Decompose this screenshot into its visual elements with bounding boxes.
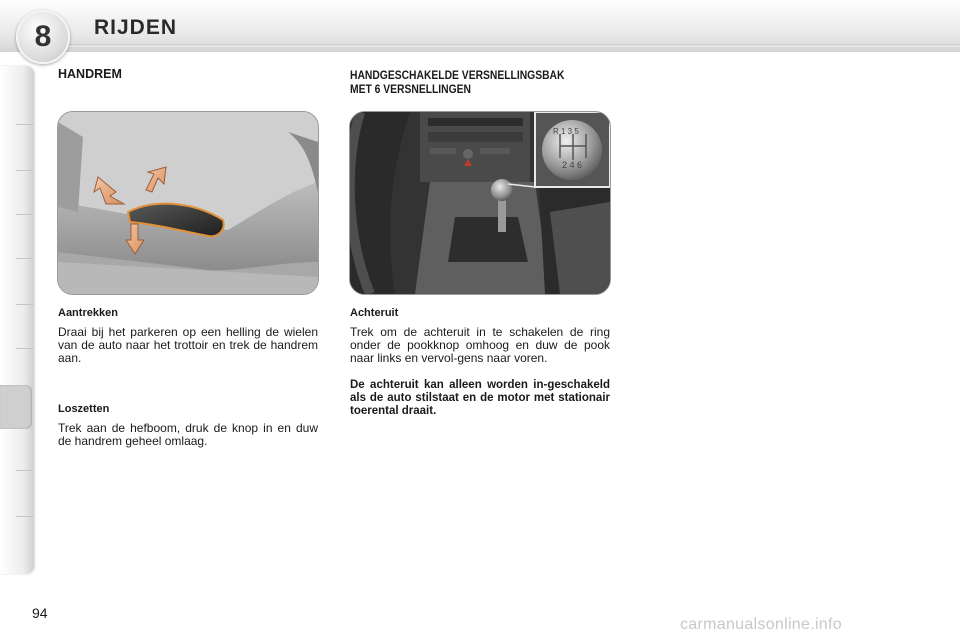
reverse-text: Trek om de achteruit in te schakelen de ring onder de pookknop omhoog en duw de pook naar links en vervol-gens naar voren. (350, 325, 610, 365)
tab-divider (16, 348, 34, 349)
tab-divider (16, 124, 34, 125)
tab-divider (16, 170, 34, 171)
shift-pattern-top: R 1 3 5 (553, 127, 579, 136)
gearbox-heading (350, 68, 564, 96)
apply-text: Draai bij het parkeren op een helling de wielen van de auto naar het trottoir en trek de handrem aan. (58, 325, 318, 365)
release-subheading: Loszetten (58, 403, 110, 415)
page-number: 94 (32, 605, 48, 621)
gearbox-photo (349, 111, 611, 295)
handbrake-illustration (57, 111, 319, 295)
chapter-title: RIJDEN (94, 16, 178, 39)
tab-divider (16, 470, 34, 471)
gearbox-heading-line1: HANDGESCHAKELDE VERSNELLINGSBAK (350, 68, 565, 82)
chapter-tab-strip (0, 66, 34, 574)
reverse-warning: De achteruit kan alleen worden in-geschakeld als de auto stilstaat en de motor met stationair toerental draait. (350, 379, 610, 417)
release-text: Trek aan de hefboom, druk de knop in en duw de handrem geheel omlaag. (58, 421, 318, 448)
watermark: carmanualsonline.info (680, 616, 842, 633)
handbrake-drawing (58, 112, 318, 294)
gearbox-heading-line2: MET 6 VERSNELLINGEN (350, 82, 471, 96)
tab-divider (16, 516, 34, 517)
apply-subheading: Aantrekken (58, 307, 118, 319)
chapter-tab-active (0, 385, 32, 429)
gearbox-drawing (350, 112, 610, 294)
header-rule (40, 44, 960, 47)
handbrake-heading: HANDREM (58, 67, 122, 81)
reverse-subheading: Achteruit (350, 307, 399, 319)
tab-divider (16, 214, 34, 215)
chapter-number-badge: 8 (16, 10, 70, 64)
tab-divider (16, 258, 34, 259)
shift-pattern-bottom: 2 4 6 (562, 160, 583, 170)
tab-divider (16, 304, 34, 305)
